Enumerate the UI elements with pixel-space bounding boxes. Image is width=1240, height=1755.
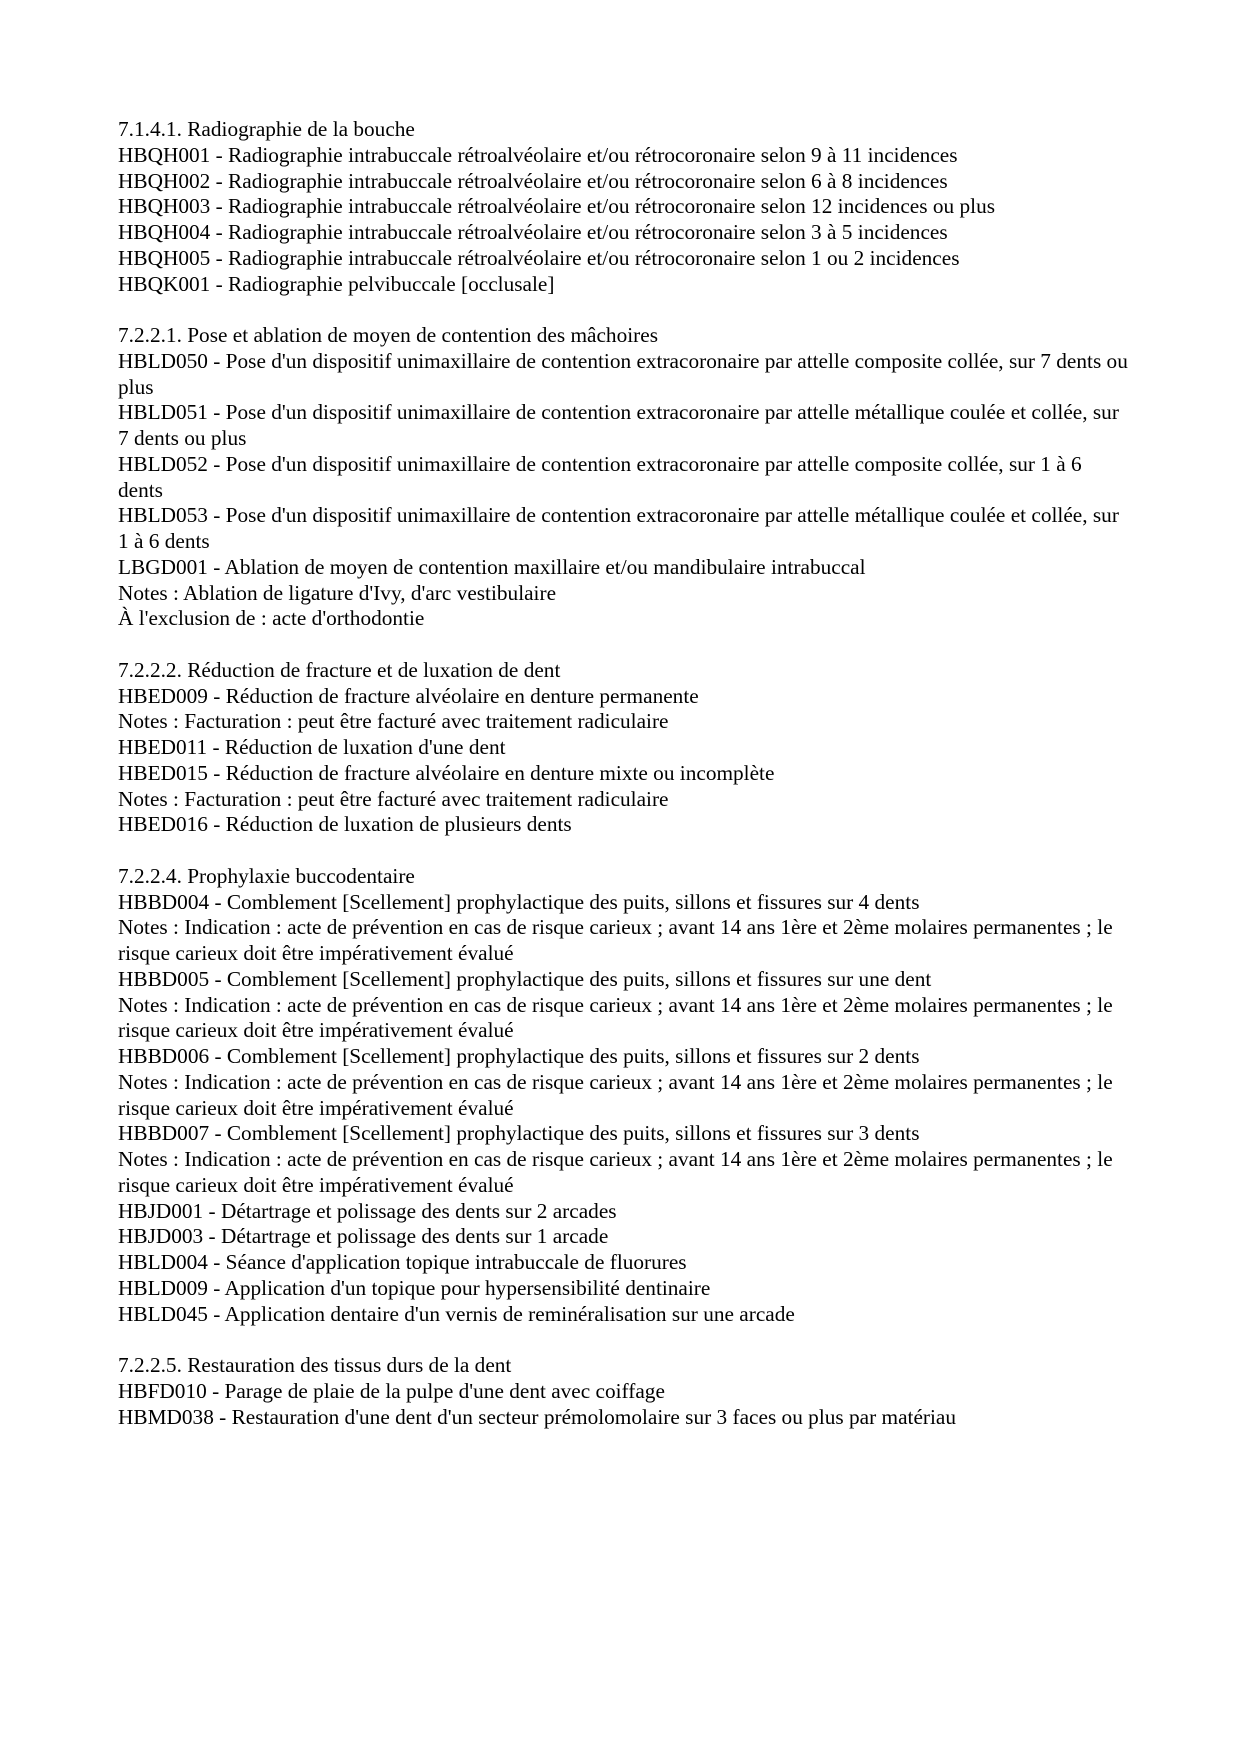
section-contention-machoires [118, 323, 1128, 632]
section-radiographie-bouche [118, 117, 1128, 297]
act-line: HBQH002 - Radiographie intrabuccale rétroalvéolaire et/ou rétrocoronaire selon 6 à 8 incidences [118, 168, 948, 193]
note-line: Notes : Facturation : peut être facturé avec traitement radiculaire [118, 709, 669, 734]
act-line: HBLD053 - Pose d'un dispositif unimaxillaire de contention extracoronaire par attelle métallique coulée et collée, sur 1 à 6 dents [118, 503, 1119, 553]
act-line: HBQH001 - Radiographie intrabuccale rétroalvéolaire et/ou rétrocoronaire selon 9 à 11 incidences [118, 142, 958, 167]
note-line: Notes : Indication : acte de prévention en cas de risque carieux ; avant 14 ans 1ère et 2ème molaires permanentes ; le risque carieux doit être impérativement évalué [118, 1069, 1113, 1120]
section-prophylaxie [118, 864, 1128, 1328]
act-line: HBJD001 - Détartrage et polissage des dents sur 2 arcades [118, 1198, 617, 1223]
act-line: HBQH005 - Radiographie intrabuccale rétroalvéolaire et/ou rétrocoronaire selon 1 ou 2 incidences [118, 245, 960, 270]
note-line: Notes : Indication : acte de prévention en cas de risque carieux ; avant 14 ans 1ère et 2ème molaires permanentes ; le risque carieux doit être impérativement évalué [118, 992, 1113, 1043]
act-line: HBLD052 - Pose d'un dispositif unimaxillaire de contention extracoronaire par attelle composite collée, sur 1 à 6 dents [118, 451, 1082, 502]
act-line: HBLD050 - Pose d'un dispositif unimaxillaire de contention extracoronaire par attelle composite collée, sur 7 dents ou plus [118, 348, 1128, 399]
act-line: HBED011 - Réduction de luxation d'une dent [118, 735, 506, 759]
note-line: Notes : Indication : acte de prévention en cas de risque carieux ; avant 14 ans 1ère et 2ème molaires permanentes ; le risque carieux doit être impérativement évalué [118, 1147, 1113, 1197]
act-line: HBLD045 - Application dentaire d'un vernis de reminéralisation sur une arcade [118, 1301, 795, 1326]
section-heading: 7.2.2.5. Restauration des tissus durs de la dent [118, 1353, 512, 1377]
act-line: HBQK001 - Radiographie pelvibuccale [occlusale] [118, 271, 555, 296]
section-heading: 7.1.4.1. Radiographie de la bouche [118, 117, 415, 141]
act-line: HBLD004 - Séance d'application topique intrabuccale de fluorures [118, 1250, 687, 1274]
act-line: HBBD004 - Comblement [Scellement] prophylactique des puits, sillons et fissures sur 4 dents [118, 889, 920, 914]
section-heading: 7.2.2.4. Prophylaxie buccodentaire [118, 863, 415, 888]
act-line: HBJD003 - Détartrage et polissage des dents sur 1 arcade [118, 1224, 609, 1249]
act-line: HBED016 - Réduction de luxation de plusieurs dents [118, 812, 572, 837]
section-restauration [118, 1353, 1128, 1430]
section-heading: 7.2.2.1. Pose et ablation de moyen de contention des mâchoires [118, 323, 658, 347]
act-line: HBED015 - Réduction de fracture alvéolaire en denture mixte ou incomplète [118, 760, 775, 785]
act-line: HBQH003 - Radiographie intrabuccale rétroalvéolaire et/ou rétrocoronaire selon 12 incidences ou plus [118, 194, 995, 219]
act-line: HBLD009 - Application d'un topique pour hypersensibilité dentinaire [118, 1275, 711, 1300]
note-line: Notes : Indication : acte de prévention en cas de risque carieux ; avant 14 ans 1ère et 2ème molaires permanentes ; le risque carieux doit être impérativement évalué [118, 915, 1113, 965]
exclusion-line: À l'exclusion de : acte d'orthodontie [118, 606, 425, 631]
act-line: HBED009 - Réduction de fracture alvéolaire en denture permanente [118, 683, 699, 708]
act-line: LBGD001 - Ablation de moyen de contention maxillaire et/ou mandibulaire intrabuccal [118, 554, 866, 579]
act-line: HBQH004 - Radiographie intrabuccale rétroalvéolaire et/ou rétrocoronaire selon 3 à 5 incidences [118, 220, 948, 244]
act-line: HBFD010 - Parage de plaie de la pulpe d'une dent avec coiffage [118, 1378, 665, 1403]
section-heading: 7.2.2.2. Réduction de fracture et de luxation de dent [118, 657, 561, 682]
document-page [118, 117, 1128, 1456]
act-line: HBBD007 - Comblement [Scellement] prophylactique des puits, sillons et fissures sur 3 dents [118, 1121, 920, 1146]
section-reduction-fracture [118, 658, 1128, 838]
note-line: Notes : Ablation de ligature d'Ivy, d'arc vestibulaire [118, 580, 557, 605]
act-line: HBLD051 - Pose d'un dispositif unimaxillaire de contention extracoronaire par attelle métallique coulée et collée, sur 7 dents ou plus [118, 400, 1119, 450]
act-line: HBBD005 - Comblement [Scellement] prophylactique des puits, sillons et fissures sur une dent [118, 966, 932, 991]
act-line: HBBD006 - Comblement [Scellement] prophylactique des puits, sillons et fissures sur 2 dents [118, 1044, 920, 1068]
act-line: HBMD038 - Restauration d'une dent d'un secteur prémolomolaire sur 3 faces ou plus par matériau [118, 1404, 957, 1429]
note-line: Notes : Facturation : peut être facturé avec traitement radiculaire [118, 786, 669, 811]
